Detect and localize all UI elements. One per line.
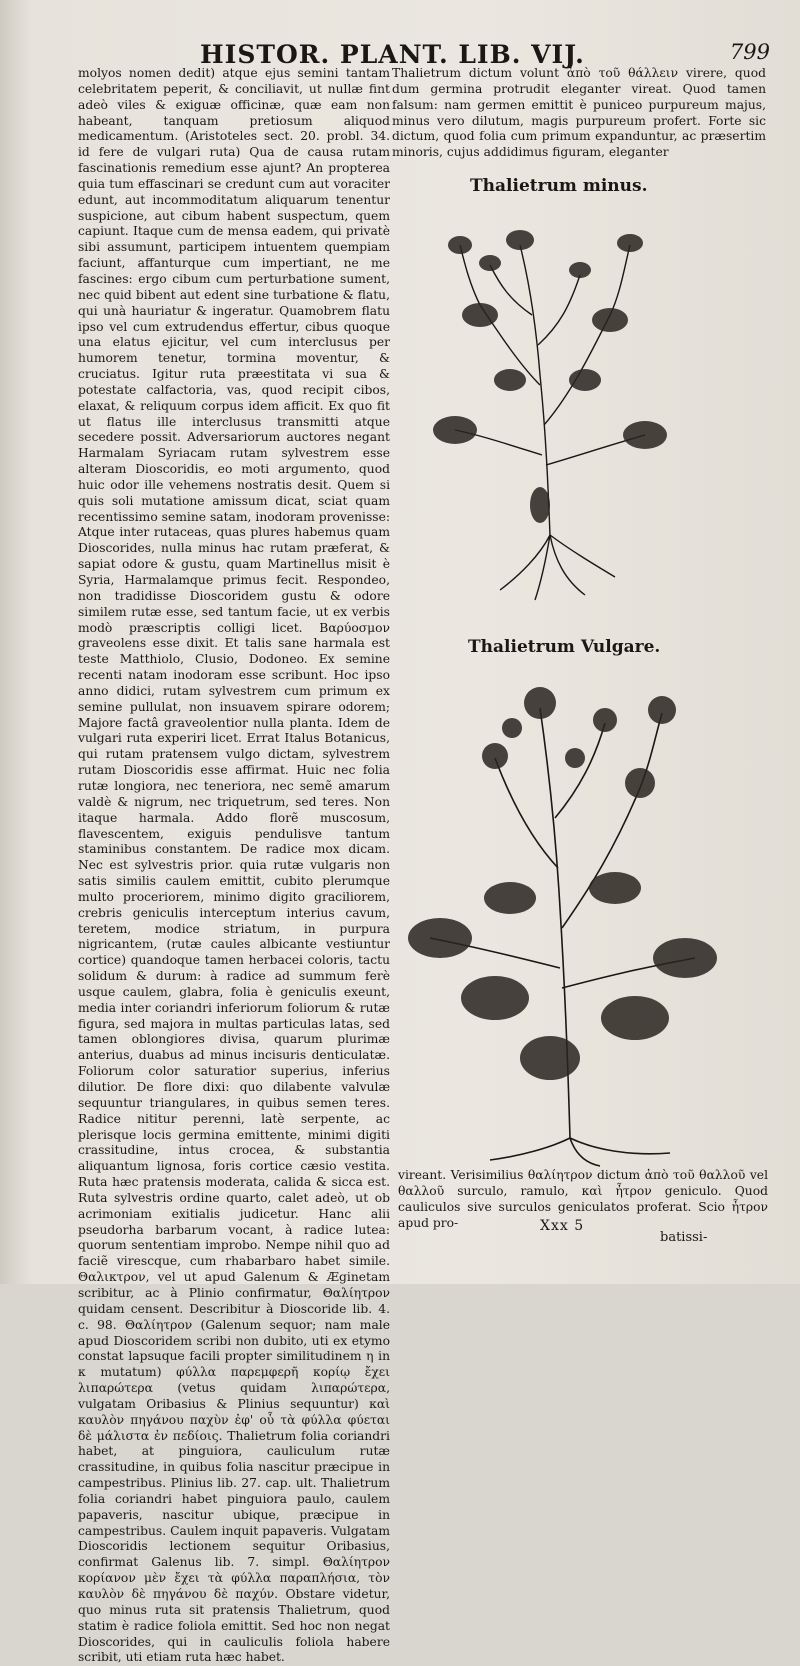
left-column-text: molyos nomen dedit) atque ejus semini tantam celebritatem peperit, & conciliavit, ut nullæ fint adeò viles & exiguæ officinæ, quæ eam non habeant, tanquam pretiosum aliquod medicamentum. (Aristoteles sect. 20. probl. 34. id fere de vulgari ruta) Qua de causa rutam fascinationis remedium esse ajunt? An propterea quia tum effascinari se credunt cum aut voraciter edunt, aut incommoditatum aliquarum tenentur suspicione, aut cibum habent suspectum, quem capiunt. Itaque cum de mensa eadem, qui privatè sibi assumunt, participem intuentem quempiam faciunt, affanturque cum impertiant, ne me fascines: ergo cibum cum perturbatione sument, nec quid bibent aut edent sine turbatione & flatu, qui unà hauriatur & ingeratur. Quamobrem flatu ipso vel cum extrudendus effertur, cibus quoque una elatus ejicitur, vel cum interclusus per humorem tenetur, tormina moventur, & cruciatus. Igitur ruta præestitata vi sua & potestate calfactoria, vas, quod recipit cibos, elaxat, & reliquum corpus idem afficit. Ex quo fit ut flatus ille interclusus transmitti atque secedere possit. Adversariorum auctores negant Harmalam Syriacam rutam sylvestrem esse alteram Dioscoridis, eo moti argumento, quod huic odor ille vehemens nostratis desit. Quem si quis soli mutatione amissum dicat, sciat quam recentissimo semine satam, inodoram provenisse: Atque inter rutaceas, quas plures habemus quam Dioscorides, nulla minus hac rutam præferat, & sapiat odore & gustu, quam Martinellus misit è Syria, Harmalamque primus fecit. Respondeo, non tradidisse Dioscoridem gustu & odore similem rutæ esse, sed tantum facie, ut ex verbis modò præscriptis colligi licet. Βαρύοσμον graveolens esse dixit. Et talis sane harmala est teste Matthiolo, Clusio, Dodoneo. Ex semine recenti natam inodoram esse scribunt. Hoc ipso anno didici, rutam sylvestrem cum primum ex semine pullulat, non insuavem spirare odorem; Majore factâ graveolentior nulla planta. Idem de vulgari ruta experiri licet. Errat Italus Botanicus, qui rutam pratensem vulgo dictam, sylvestrem rutam Dioscoridis esse affirmat. Huic nec folia rutæ longiora, nec teneriora, nec semẽ amarum valdè & nigrum, nec triquetrum, sed teres. Non itaque harmala. Addo florẽ muscosum, flavescentem, exiguis pendulisve tantum staminibus constantem. De radice mox dicam. Nec est sylvestris prior. quia rutæ vulgaris non satis similis caulem emittit, cubito plerumque multo proceriorem, minimo digito graciliorem, crebris geniculis interceptum interius cavum, teretem, modice striatum, in purpura nigricantem, (rutæ caules albicante vestiuntur cortice) quandoque tamen herbacei coloris, tactu solidum & durum: à radice ad summum ferè usque caulem, glabra, folia è geniculis exeunt, media inter coriandri inferiorum foliorum & rutæ figura, sed majora in multas particulas latas, sed tamen oblongiores divisa, quarum plurimæ anterius, duabus ad minus incisuris denticulatæ. Foliorum color saturatior superius, inferius dilutior. De flore dixi: quo dilabente valvulæ sequuntur triangulares, in quibus semen teres. Radice nititur perenni, latè serpente, ac plerisque locis germina emittente, minimi digiti crassitudine, intus crocea, & substantia aliquantum lignosa, foris cortice cæsio vestita. Ruta hæc pratensis moderata, calida & sicca est. Ruta sylvestris ordine quarto, calet adeò, ut ob acrimoniam exitialis judicetur. Hanc alii pseudorha barbarum vocant, à radice lutea: quorum sententiam improbo. Nempe nihil quo ad faciẽ virescque, cum rhabarbaro habet simile. Θαλικτρον, vel ut apud Galenum & Æginetam scribitur, ac à Plinio confirmatur, Θαλίητρον quidam censent. Describitur à Dioscoride lib. 4. c. 98. Θαλίητρον (Galenum sequor; nam male apud Dioscoridem scribi non dubito, uti ex etymo constat lapsuque facili propter similitudinem η in κ mutatum) φύλλα παρεμφερῆ κορίῳ ἔχει λιπαρώτερα (vetus quidam λιπαρώτερα, vulgatam Oribasius & Plinius sequuntur) καὶ καυλὸν πηγάνου παχὺν ἐφ' οὗ τὰ φύλλα φύεται δὲ μάλιστα ἐν πεδίοις. Thalietrum folia coriandri habet, at pinguiora, cauliculum rutæ crassitudine, in quibus folia nascitur præcipue in campestribus. Plinius lib. 27. cap. ult. Thalietrum folia coriandri habet pinguiora paulo, caulem papaveris, nascitur ubique, præcipue in campestribus. Caulem inquit papaveris. Vulgatam Dioscoridis lectionem sequitur Oribasius, confirmat Galenus lib. 7. simpl. Θαλίητρον κορίανον μὲν ἔχει τὰ φύλλα παραπλήσια, τὸν καυλὸν δὲ πηγάνου δὲ παχύν. Obstare videtur, quo minus ruta sit pratensis Thalietrum, quod statim è radice foliola emittit. Sed hoc non negat Dioscorides, qui in cauliculis foliola habere scribit, uti etiam ruta hæc habet. <box>78 66 390 1665</box>
right-text-column-top <box>392 66 766 161</box>
figure-caption-thalietrum-minus: Thalietrum minus. <box>470 176 648 196</box>
page-number: 799 <box>729 40 770 64</box>
left-text-column <box>78 66 390 1665</box>
figure-caption-thalietrum-vulgare: Thalietrum Vulgare. <box>468 637 661 657</box>
right-column-bottom-text: vireant. Verisimilius θαλίητρον dictum ἀπὸ τοῦ θαλλοῦ vel θαλλοῦ surculo, ramulo, καὶ ἦτρον geniculo. Quod cauliculos sive surculos geniculatos proferat. Scio ἦτρον apud pro- <box>398 1168 768 1230</box>
catchword: batissi- <box>660 1230 708 1245</box>
thalictrum-vulgare-woodcut-illustration <box>400 668 730 1168</box>
right-column-top-text: Thalietrum dictum volunt ἀπὸ τοῦ θάλλειν virere, quod dum germina protrudit eleganter vireat. Quod tamen falsum: nam germen emittit è puniceo purpureum majus, minus vero dilutum, magis purpureum profert. Forte sic dictum, quod folia cum primum expanduntur, ac præsertim minoris, cujus addidimus figuram, eleganter <box>392 66 766 160</box>
running-head: HISTOR. PLANT. LIB. VIJ. <box>200 40 585 69</box>
signature-mark: Xxx 5 <box>540 1218 585 1234</box>
thalictrum-minus-woodcut-illustration <box>420 205 680 605</box>
